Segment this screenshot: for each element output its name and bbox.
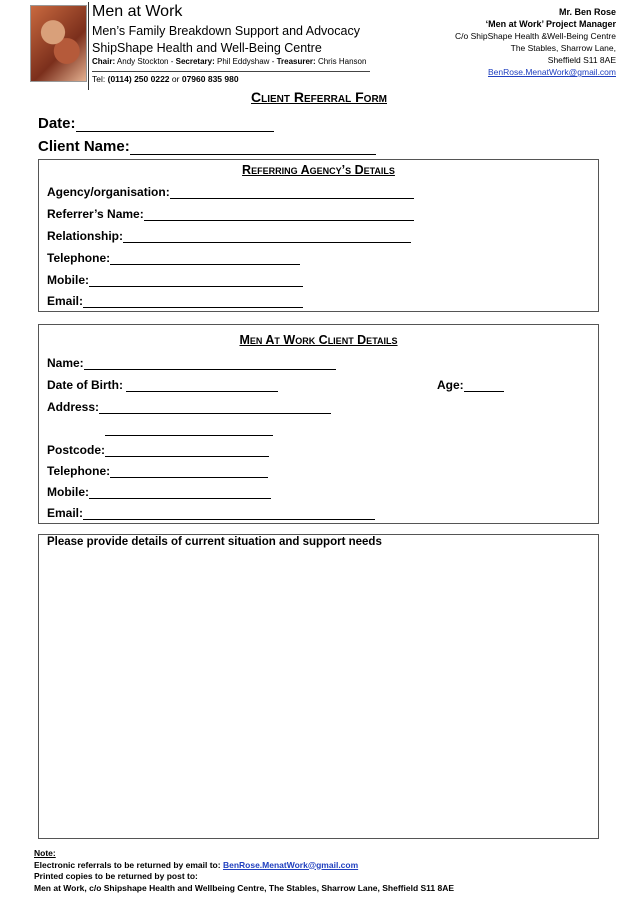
header-divider: [88, 2, 89, 90]
age-label: Age:: [437, 378, 464, 392]
client-telephone-row: [47, 464, 268, 478]
agency-mobile-label: Mobile:: [47, 273, 89, 287]
client-name-field[interactable]: [130, 140, 376, 155]
client-mobile-row: [47, 485, 271, 499]
dob-row: [47, 378, 278, 392]
contact-role: ‘Men at Work’ Project Manager: [485, 19, 616, 29]
postcode-field[interactable]: [105, 444, 269, 457]
project-manager-contact: [416, 6, 616, 78]
referrer-name-row: [47, 207, 414, 221]
men-at-work-logo: [30, 5, 87, 82]
postcode-row: [47, 443, 269, 457]
referring-agency-section: [38, 159, 599, 312]
relationship-label: Relationship:: [47, 229, 124, 243]
agency-email-label: Email:: [47, 294, 84, 308]
address-field-1[interactable]: [99, 401, 331, 414]
client-name-label: Client Name:: [38, 138, 130, 155]
client-mobile-label: Mobile:: [47, 485, 89, 499]
telephone-line: [92, 74, 239, 84]
tel-mobile: 07960 835 980: [181, 74, 239, 84]
secretary-name: Phil Eddyshaw: [216, 57, 270, 66]
client-email-row: [47, 506, 375, 520]
agency-organisation-label: Agency/organisation:: [47, 185, 170, 199]
dob-field[interactable]: [126, 379, 278, 392]
header-subtitle-2: ShipShape Health and Well-Being Centre: [92, 41, 322, 55]
relationship-field[interactable]: [123, 230, 411, 243]
client-detail-name-label: Name:: [47, 356, 84, 370]
client-name-row: [38, 138, 376, 155]
header-subtitle-1: Men’s Family Breakdown Support and Advocacy: [92, 24, 360, 38]
referrer-name-field[interactable]: [144, 208, 414, 221]
client-mobile-field[interactable]: [89, 486, 271, 499]
tel-primary: (0114) 250 0222: [107, 74, 170, 84]
client-details-section: [38, 324, 599, 524]
referring-agency-title: Referring Agency’s Details: [242, 163, 395, 177]
form-title: Client Referral Form: [251, 89, 387, 105]
agency-organisation-field[interactable]: [170, 186, 414, 199]
client-detail-name-field[interactable]: [84, 357, 336, 370]
secretary-role: Secretary:: [175, 57, 215, 66]
notes-post-line: Printed copies to be returned by post to:: [34, 871, 198, 881]
chair-name: Andy Stockton: [116, 57, 169, 66]
tel-label: Tel:: [92, 74, 106, 84]
referrer-name-label: Referrer’s Name:: [47, 207, 144, 221]
client-telephone-label: Telephone:: [47, 464, 111, 478]
notes-email-link[interactable]: BenRose.MenatWork@gmail.com: [222, 859, 359, 870]
date-field[interactable]: [76, 117, 274, 132]
agency-telephone-label: Telephone:: [47, 251, 111, 265]
client-email-label: Email:: [47, 506, 84, 520]
client-details-title: Men At Work Client Details: [239, 333, 398, 347]
dob-label: Date of Birth:: [47, 378, 123, 392]
agency-telephone-row: [47, 251, 300, 265]
notes-section: [34, 848, 454, 894]
notes-heading: Note:: [34, 848, 56, 858]
contact-address-1: C/o ShipShape Health &Well-Being Centre: [455, 31, 616, 41]
address-label: Address:: [47, 400, 100, 414]
notes-email-text: Electronic referrals to be returned by email to:: [34, 859, 221, 870]
agency-mobile-field[interactable]: [89, 274, 303, 287]
agency-email-row: [47, 294, 303, 308]
client-name-detail-row: [47, 356, 336, 370]
agency-mobile-row: [47, 273, 303, 287]
client-telephone-field[interactable]: [110, 465, 268, 478]
contact-address-3: Sheffield S11 8AE: [547, 55, 616, 65]
notes-email-line: [34, 860, 454, 872]
officers-line: Chair: Andy Stockton - Secretary: Phil Eddyshaw - Treasurer: Chris Hanson: [92, 57, 367, 66]
contact-email-link[interactable]: BenRose.MenatWork@gmail.com: [488, 67, 616, 77]
treasurer-name: Chris Hanson: [317, 57, 367, 66]
client-email-field[interactable]: [83, 507, 375, 520]
notes-address-line: Men at Work, c/o Shipshape Health and Wellbeing Centre, The Stables, Sharrow Lane, Sheffield S11 8AE: [34, 882, 455, 893]
contact-name: Mr. Ben Rose: [558, 7, 616, 17]
chair-role: Chair:: [92, 57, 116, 66]
header-rule: [92, 71, 370, 72]
treasurer-role: Treasurer:: [276, 57, 316, 66]
situation-section[interactable]: [38, 534, 599, 839]
agency-email-field[interactable]: [83, 295, 303, 308]
postcode-label: Postcode:: [47, 443, 106, 457]
address-field-2[interactable]: [105, 423, 273, 436]
brand-name: Men at Work: [92, 3, 183, 20]
contact-address-2: The Stables, Sharrow Lane,: [510, 43, 616, 53]
agency-organisation-row: [47, 185, 414, 199]
date-label: Date:: [38, 115, 76, 132]
tel-or: or: [171, 74, 180, 84]
address-row: [47, 400, 331, 414]
situation-label: Please provide details of current situation and support needs: [47, 536, 382, 548]
age-field[interactable]: [464, 379, 504, 392]
address-line-2-row: [105, 422, 273, 436]
agency-telephone-field[interactable]: [110, 252, 300, 265]
date-row: [38, 115, 274, 132]
relationship-row: [47, 229, 411, 243]
age-row: [437, 378, 504, 392]
